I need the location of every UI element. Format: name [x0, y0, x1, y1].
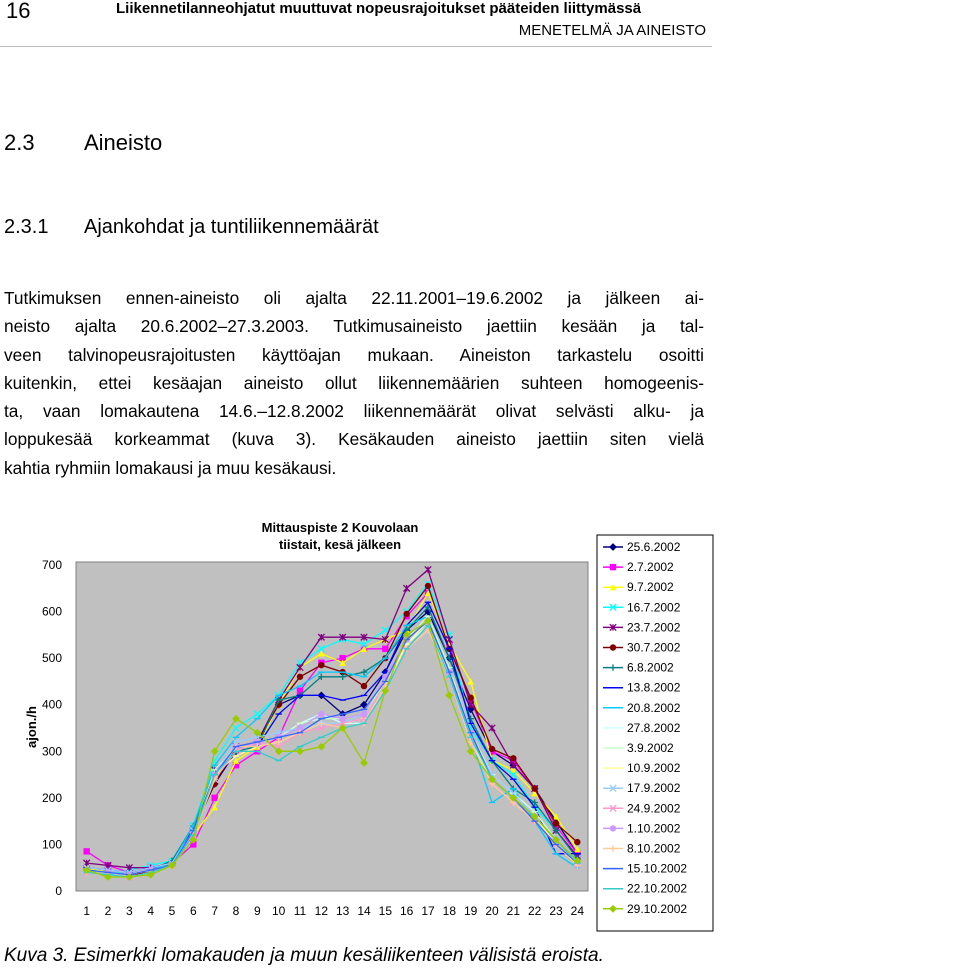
legend-marker-2-7-2002	[610, 564, 616, 570]
legend-marker-30-7-2002	[610, 644, 616, 650]
legend-marker-1-10-2002	[610, 825, 616, 831]
y-tick-label: 400	[41, 697, 62, 712]
x-tick-label: 12	[314, 904, 329, 918]
section-heading	[4, 130, 163, 156]
legend-label: 20.8.2002	[627, 700, 681, 715]
subsection-number: 2.3.1	[4, 216, 49, 238]
y-axis-label: ajon./h	[24, 706, 39, 748]
legend-label: 9.7.2002	[627, 580, 674, 595]
x-tick-label: 4	[147, 904, 155, 918]
section-number: 2.3	[4, 130, 35, 155]
x-tick-label: 8	[232, 904, 240, 918]
subsection-title: Ajankohdat ja tuntiliikennemäärät	[84, 216, 379, 238]
x-tick-label: 13	[335, 904, 350, 918]
paragraph-line: veen talvinopeusrajoitusten käyttöajan mukaan. Aineiston tarkastelu osoitti	[4, 344, 704, 365]
legend-label: 2.7.2002	[627, 560, 674, 575]
x-tick-label: 21	[506, 904, 521, 918]
data-point-30-7-2002	[467, 695, 473, 701]
x-tick-label: 17	[421, 904, 435, 918]
paragraph-line: Tutkimuksen ennen-aineisto oli ajalta 22.11.2001–19.6.2002 ja jälkeen ai-	[4, 288, 704, 308]
paragraph-line: neisto ajalta 20.6.2002–27.3.2003. Tutkimusaineisto jaettiin kesään ja tal-	[4, 316, 704, 337]
body-paragraph	[4, 284, 704, 482]
x-tick-label: 7	[211, 904, 219, 918]
x-tick-label: 10	[271, 904, 286, 918]
x-tick-label: 24	[570, 904, 585, 918]
legend-label: 17.9.2002	[627, 781, 681, 796]
paragraph-line: loppukesää korkeammat (kuva 3). Kesäkauden aineisto jaettiin siten vielä	[4, 429, 704, 450]
y-tick-label: 100	[41, 837, 62, 852]
legend-label: 27.8.2002	[627, 720, 681, 735]
legend-label: 15.10.2002	[627, 861, 688, 876]
legend-label: 3.9.2002	[627, 741, 674, 755]
data-point-30-7-2002	[574, 839, 580, 845]
figure-caption: Kuva 3. Esimerkki lomakauden ja muun kesäliikenteen välisistä eroista.	[4, 945, 604, 966]
x-tick-label: 20	[485, 904, 499, 918]
legend-label: 25.6.2002	[627, 540, 681, 554]
legend-label: 22.10.2002	[627, 881, 688, 896]
x-tick-label: 9	[253, 904, 261, 918]
x-tick-label: 1	[83, 904, 91, 918]
legend-label: 10.9.2002	[627, 761, 681, 776]
legend-label: 23.7.2002	[627, 620, 681, 635]
x-tick-label: 23	[549, 904, 563, 918]
legend-label: 29.10.2002	[627, 901, 688, 916]
data-point-30-7-2002	[531, 785, 537, 791]
legend-label: 16.7.2002	[627, 600, 681, 615]
subsection-heading	[4, 216, 379, 239]
page-number: 16	[6, 0, 31, 23]
paragraph-line: ta, vaan lomakautena 14.6.–12.8.2002 liikennemäärät olivat selvästi alku- ja	[4, 401, 704, 422]
data-point-30-7-2002	[297, 674, 303, 680]
plot-area	[76, 562, 588, 891]
data-point-30-7-2002	[403, 611, 409, 617]
x-tick-label: 16	[399, 904, 414, 918]
data-point-30-7-2002	[553, 820, 559, 826]
legend-label: 30.7.2002	[627, 640, 681, 655]
y-tick-label: 300	[41, 744, 62, 759]
legend-label: 13.8.2002	[627, 680, 681, 695]
data-point-2-7-2002	[211, 795, 217, 801]
x-tick-label: 19	[463, 904, 478, 918]
x-tick-label: 2	[104, 904, 112, 918]
data-point-30-7-2002	[361, 683, 367, 689]
y-tick-label: 0	[55, 884, 62, 898]
y-tick-label: 500	[41, 651, 62, 666]
legend-label: 6.8.2002	[627, 660, 674, 675]
chart-title: Mittauspiste 2 Kouvolaan	[261, 520, 419, 535]
data-point-30-7-2002	[318, 662, 324, 668]
data-point-30-7-2002	[425, 583, 431, 589]
data-point-30-7-2002	[489, 746, 495, 752]
paragraph-line: kahtia ryhmiin lomakausi ja muu kesäkausi.	[4, 457, 337, 478]
data-point-2-7-2002	[382, 646, 388, 652]
legend-label: 1.10.2002	[627, 821, 681, 836]
x-tick-label: 5	[168, 904, 176, 918]
data-point-2-7-2002	[83, 848, 89, 854]
running-header-title: Liikennetilanneohjatut muuttuvat nopeusrajoitukset pääteiden liittymässä	[116, 0, 642, 17]
x-tick-label: 22	[527, 904, 542, 918]
data-point-1-10-2002	[339, 715, 345, 721]
data-point-30-7-2002	[510, 755, 516, 761]
x-tick-label: 3	[125, 904, 133, 918]
traffic-volume-chart	[0, 505, 960, 935]
x-tick-label: 15	[378, 904, 393, 918]
data-point-1-10-2002	[318, 711, 324, 717]
x-tick-label: 6	[189, 904, 197, 918]
legend-label: 24.9.2002	[627, 801, 681, 816]
chart-subtitle: tiistait, kesä jälkeen	[278, 537, 402, 552]
y-tick-label: 600	[41, 604, 62, 619]
y-tick-label: 700	[41, 558, 62, 572]
y-tick-label: 200	[41, 790, 62, 805]
header-rule	[0, 46, 712, 47]
paragraph-line: kuitenkin, ettei kesäajan aineisto ollut liikennemäärien suhteen homogeenis-	[4, 372, 704, 393]
running-header-section: MENETELMÄ JA AINEISTO	[518, 22, 706, 39]
x-tick-label: 11	[293, 904, 307, 918]
legend-label: 8.10.2002	[627, 841, 681, 856]
x-tick-label: 18	[442, 904, 457, 918]
x-tick-label: 14	[357, 904, 371, 918]
data-point-1-10-2002	[361, 711, 367, 717]
section-title: Aineisto	[84, 130, 163, 155]
